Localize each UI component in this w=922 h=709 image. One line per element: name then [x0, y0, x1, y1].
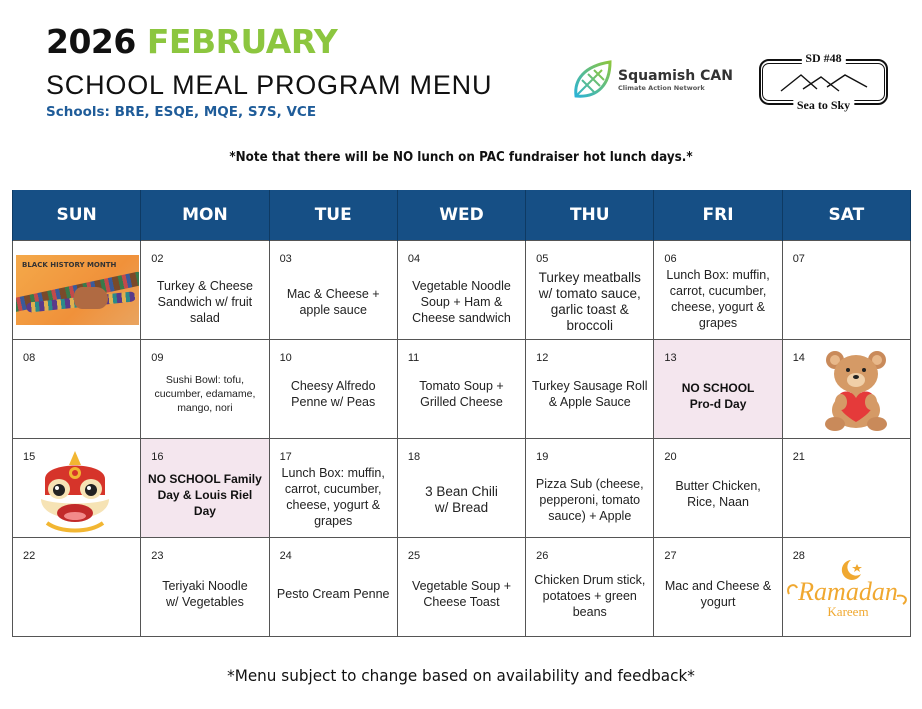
kareem-text: Kareem: [827, 603, 869, 619]
day-cell: [654, 240, 782, 339]
day-number: 05: [536, 252, 549, 265]
day-number: 25: [407, 549, 421, 562]
meal-text: Sushi Bowl: tofu, cucumber, edamame, mango, nori: [154, 373, 256, 414]
day-number: 19: [536, 450, 549, 463]
title-year: 2026: [46, 22, 136, 61]
day-number: 28: [792, 549, 805, 562]
lion-dance-head-image: [35, 449, 115, 533]
day-number: 03: [279, 252, 292, 265]
meal-text: Mac & Cheese + apple sauce: [286, 286, 380, 317]
day-number: 18: [407, 450, 421, 463]
day-cell: [141, 339, 269, 438]
day-number: 23: [151, 549, 164, 562]
mountains-icon: [779, 71, 869, 93]
day-number: 12: [536, 351, 549, 364]
day-cell: [13, 339, 141, 438]
meal-text: Tomato Soup + Grilled Cheese: [419, 378, 504, 409]
day-cell: [269, 240, 397, 339]
meal-text: Teriyaki Noodle w/ Vegetables: [162, 578, 248, 609]
day-number: 09: [151, 351, 164, 364]
day-number: 20: [664, 450, 677, 463]
day-number: 02: [151, 252, 164, 265]
leaf-icon: [570, 58, 614, 102]
day-cell: [397, 240, 525, 339]
day-number: 11: [407, 351, 420, 364]
day-number: 15: [23, 450, 36, 463]
day-cell: [269, 537, 397, 636]
day-cell: [13, 240, 141, 339]
ramadan-text: Ramadan: [797, 576, 898, 606]
meal-text: Butter Chicken, Rice, Naan: [675, 478, 761, 509]
no-school-text: NO SCHOOL Pro-d Day: [681, 380, 755, 411]
meal-text: Pizza Sub (cheese, pepperoni, tomato sauce) + Apple: [535, 476, 644, 523]
meal-text: Chicken Drum stick, potatoes + green beans: [534, 572, 646, 619]
day-number: 22: [23, 549, 36, 562]
no-school-text: NO SCHOOL Family Day & Louis Riel Day: [148, 471, 262, 518]
ramadan-kareem-image: [785, 556, 911, 626]
day-cell: [782, 240, 910, 339]
teddy-bear-heart-image: [821, 348, 891, 432]
day-cell-no-school: [654, 339, 782, 438]
day-cell: [526, 339, 654, 438]
day-number: 27: [664, 549, 677, 562]
sd48-logo: [757, 53, 890, 111]
day-cell: [13, 438, 141, 537]
day-number: 26: [536, 549, 549, 562]
weekday-fri: FRI: [654, 190, 782, 240]
day-cell: [141, 537, 269, 636]
meal-text: Mac and Cheese & yogurt: [664, 578, 772, 609]
weekday-sat: SAT: [782, 190, 910, 240]
weekday-sun: SUN: [13, 190, 141, 240]
bhm-title: BLACK HISTORY MONTH: [22, 260, 117, 269]
meal-text: Turkey Sausage Roll & Apple Sauce: [531, 378, 648, 409]
day-cell: [269, 339, 397, 438]
meal-calendar: [12, 190, 911, 637]
day-cell: [654, 438, 782, 537]
day-number: 08: [23, 351, 36, 364]
meal-text: Vegetable Soup + Cheese Toast: [411, 578, 512, 609]
week-row: [13, 537, 911, 636]
day-cell-no-school: [141, 438, 269, 537]
title-month: FEBRUARY: [146, 22, 338, 61]
weekday-mon: MON: [141, 190, 269, 240]
week-row: [13, 339, 911, 438]
day-cell: [782, 339, 910, 438]
can-name: Squamish CAN: [618, 68, 733, 84]
day-number: 24: [279, 549, 292, 562]
black-history-month-image: [16, 255, 139, 325]
meal-text: 3 Bean Chili w/ Bread: [425, 483, 498, 515]
schools-list: Schools: BRE, ESQE, MQE, S7S, VCE: [46, 104, 317, 120]
weekday-header-row: [13, 190, 911, 240]
day-cell: [397, 537, 525, 636]
meal-text: Vegetable Noodle Soup + Ham & Cheese sandwich: [412, 278, 511, 325]
day-cell: [397, 339, 525, 438]
meal-text: Pesto Cream Penne: [276, 586, 390, 601]
meal-text: Lunch Box: muffin, carrot, cucumber, cheese, yogurt & grapes: [281, 465, 385, 528]
meal-text: Cheesy Alfredo Penne w/ Peas: [290, 378, 376, 409]
weekday-tue: TUE: [269, 190, 397, 240]
day-number: 13: [664, 351, 677, 364]
day-cell: [782, 438, 910, 537]
can-subtitle: Climate Action Network: [618, 84, 705, 92]
day-number: 14: [792, 351, 805, 364]
day-number: 04: [407, 252, 421, 265]
sd48-label: SD #48: [801, 52, 845, 65]
day-cell: [526, 240, 654, 339]
day-number: 17: [279, 450, 292, 463]
day-cell: [526, 537, 654, 636]
menu-change-note: *Menu subject to change based on availability and feedback*: [227, 666, 695, 685]
week-row: [13, 438, 911, 537]
sea-to-sky-label: Sea to Sky: [793, 99, 854, 112]
weekday-wed: WED: [397, 190, 525, 240]
day-cell: [141, 240, 269, 339]
day-number: 16: [151, 450, 164, 463]
day-cell: [654, 537, 782, 636]
squamish-can-logo: [570, 58, 740, 102]
meal-text: Turkey meatballs w/ tomato sauce, garlic toast & broccoli: [538, 269, 641, 333]
day-cell: [782, 537, 910, 636]
day-number: 06: [664, 252, 677, 265]
day-cell: [397, 438, 525, 537]
page-title: [46, 22, 337, 62]
weekday-thu: THU: [526, 190, 654, 240]
day-cell: [526, 438, 654, 537]
week-row: [13, 240, 911, 339]
day-cell: [269, 438, 397, 537]
page-subtitle: SCHOOL MEAL PROGRAM MENU: [46, 70, 493, 100]
pac-note: *Note that there will be NO lunch on PAC fundraiser hot lunch days.*: [229, 150, 693, 165]
day-cell: [13, 537, 141, 636]
day-number: 10: [279, 351, 292, 364]
day-number: 07: [792, 252, 805, 265]
meal-text: Turkey & Cheese Sandwich w/ fruit salad: [156, 278, 253, 325]
day-number: 21: [792, 450, 805, 463]
meal-text: Lunch Box: muffin, carrot, cucumber, cheese, yogurt & grapes: [666, 267, 770, 330]
